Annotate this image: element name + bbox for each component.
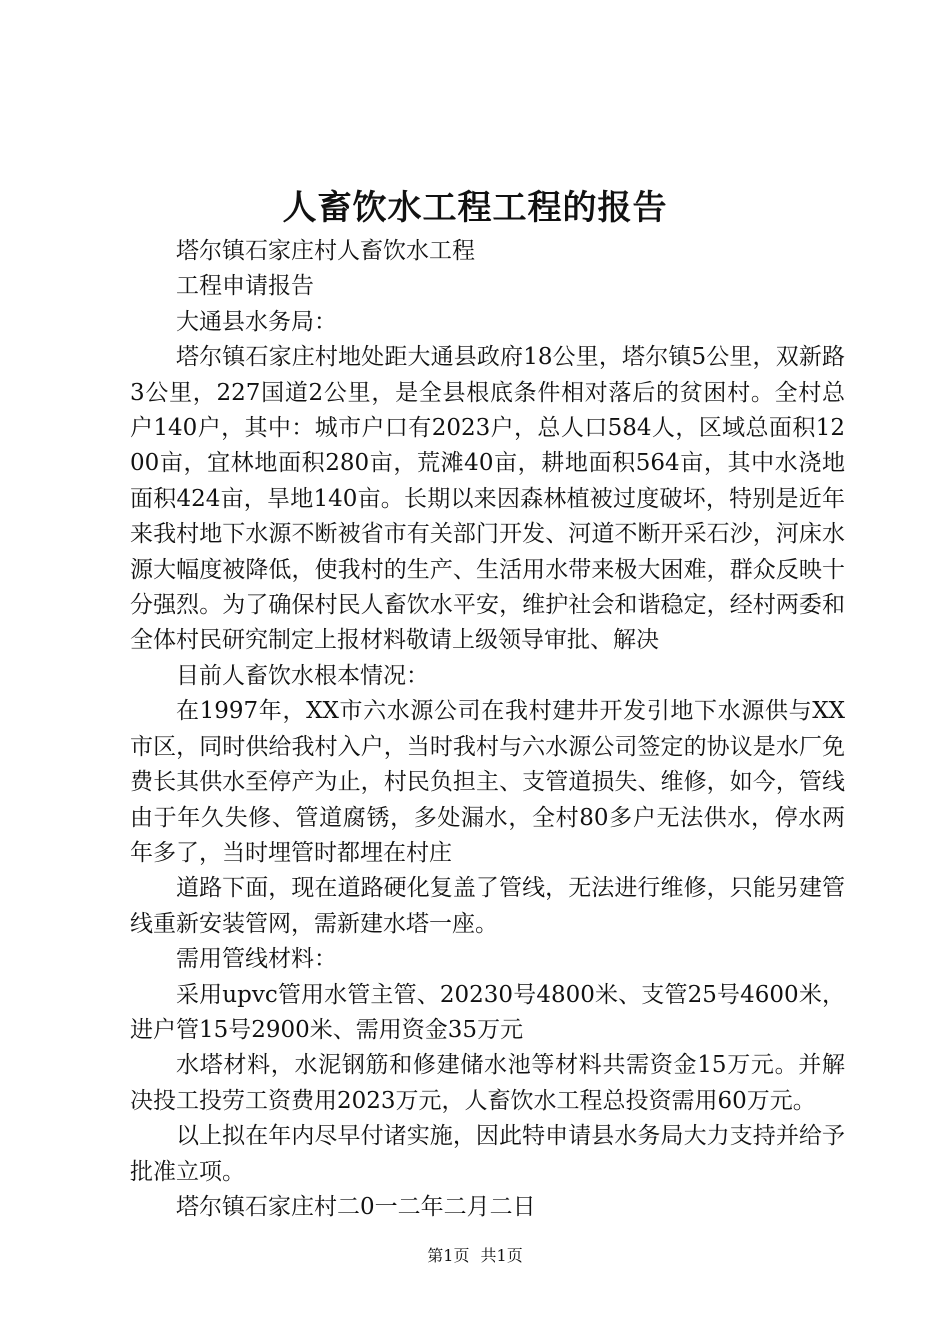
body-paragraph-pipe-materials: 采用upvc管用水管主管、20230号4800米、支管25号4600米，进户管15号2900米、需用资金35万元 xyxy=(130,981,845,1043)
subtitle-report-type: 工程申请报告 xyxy=(176,273,314,300)
body-paragraph-history: 在1997年，XX市六水源公司在我村建井开发引地下水源供与XX市区，同时供给我村入户，当时我村与六水源公司签定的协议是水厂免费长其供水至停产为止，村民负担主、支管道损失、维修，如今，管线由于年久失修、管道腐锈，多处漏水，全村80多户无法供水，停水两年多了，当时埋管时都埋在村庄 xyxy=(130,698,845,866)
page-number: 第1页 xyxy=(427,1246,470,1265)
section-heading-current-situation: 目前人畜饮水根本情况： xyxy=(176,662,429,689)
body-paragraph-background: 塔尔镇石家庄村地处距大通县政府18公里，塔尔镇5公里，双新路3公里，227国道2公里，是全县根底条件相对落后的贫困村。全村总户140户，其中：城市户口有2023户，总人口584人，区域总面积1200亩，宜林地面积280亩，荒滩40亩，耕地面积564亩，其中水浇地面积424亩，旱地140亩。长期以来因森林植被过度破坏，特别是近年来我村地下水源不断被省市有关部门开发、河道不断开采石沙，河床水源大幅度被降低，使我村的生产、生活用水带来极大困难，群众反映十分强烈。为了确保村民人畜饮水平安，维护社会和谐稳定，经村两委和全体村民研究制定上报材料敬请上级领导审批、解决 xyxy=(130,344,845,654)
signature-date-line: 塔尔镇石家庄村二0一二年二月二日 xyxy=(176,1193,536,1220)
body-paragraph-pipeline: 道路下面，现在道路硬化复盖了管线，无法进行维修，只能另建管线重新安装管网，需新建水塔一座。 xyxy=(130,875,845,937)
body-paragraph-request: 以上拟在年内尽早付诸实施，因此特申请县水务局大力支持并给予批准立项。 xyxy=(130,1123,845,1185)
document-title: 人畜饮水工程工程的报告 xyxy=(282,188,668,228)
subtitle-project-name: 塔尔镇石家庄村人畜饮水工程 xyxy=(176,238,475,264)
section-heading-materials: 需用管线材料： xyxy=(176,946,337,973)
body-paragraph-tower-materials: 水塔材料，水泥钢筋和修建储水池等材料共需资金15万元。并解决投工投劳工资费用2023万元，人畜饮水工程总投资需用60万元。 xyxy=(130,1052,845,1114)
recipient-line: 大通县水务局： xyxy=(176,308,337,335)
document-body xyxy=(130,234,845,1225)
page-footer xyxy=(0,1245,950,1267)
page-total: 共1页 xyxy=(480,1246,523,1265)
